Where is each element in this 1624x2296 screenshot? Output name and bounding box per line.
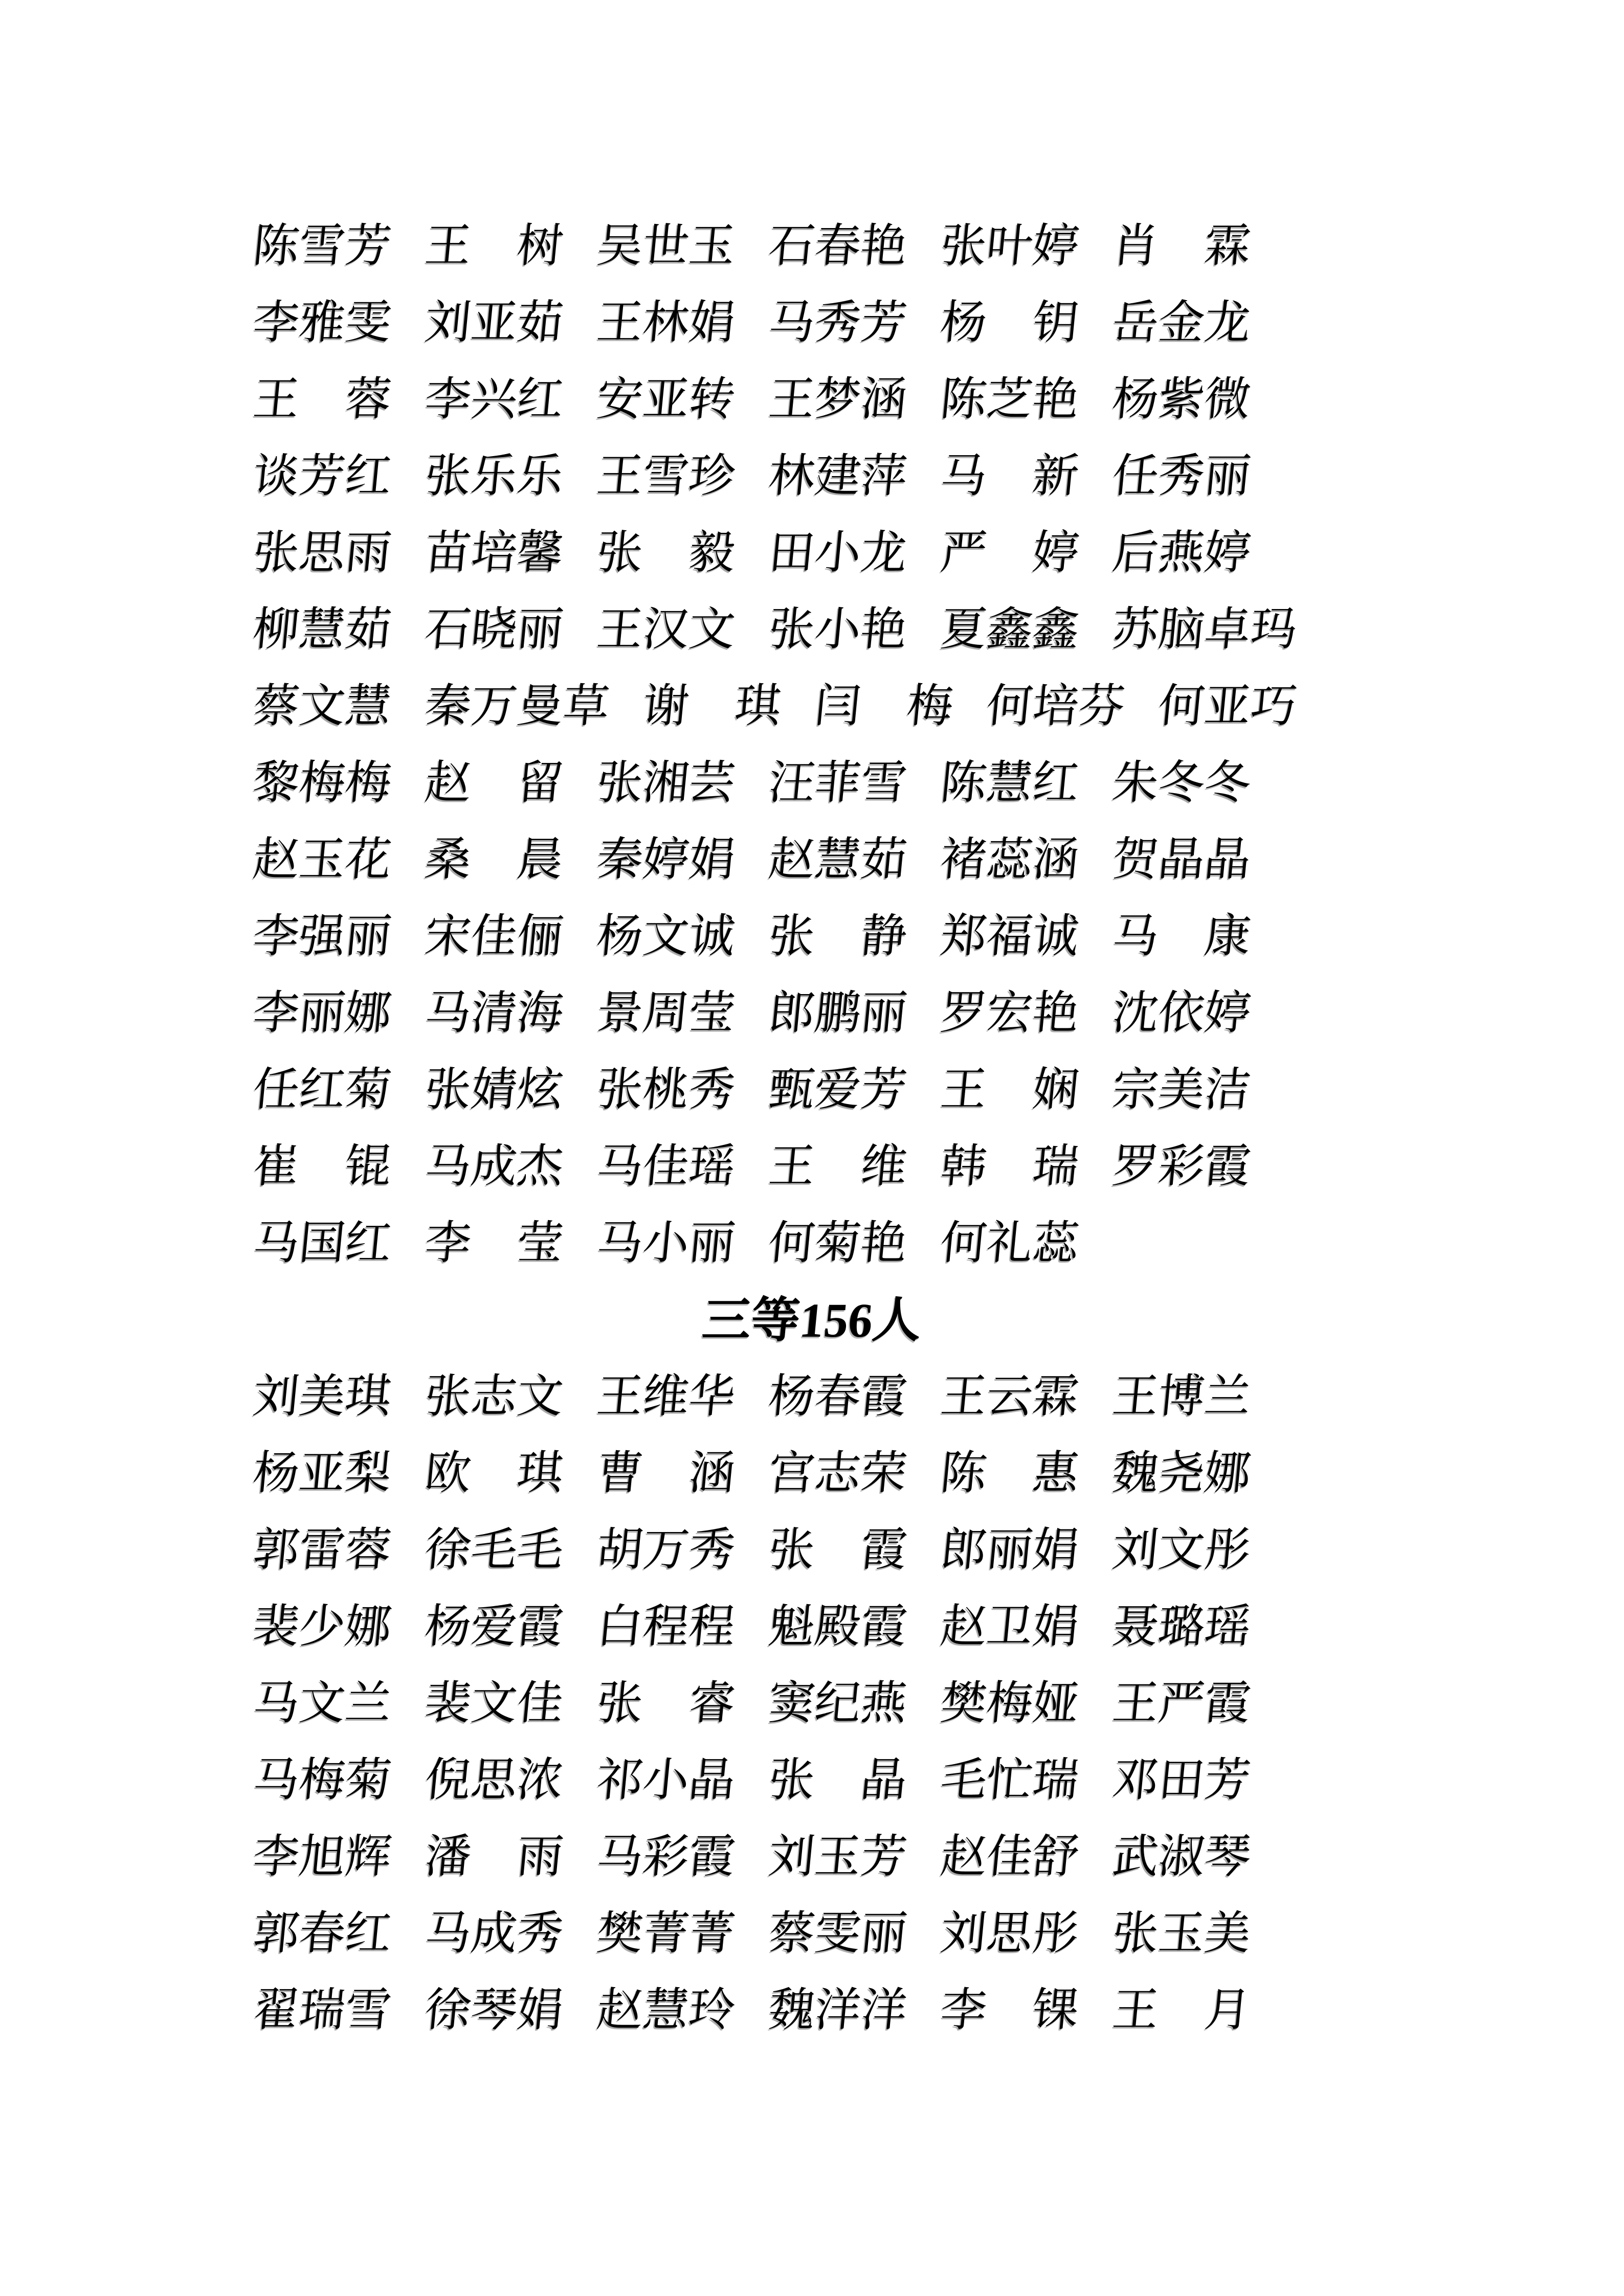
person-name: 张志文 xyxy=(422,1371,566,1422)
person-name: 李丽娜 xyxy=(251,988,394,1039)
person-name: 甄爱芳 xyxy=(766,1065,909,1115)
person-name: 马彩霞 xyxy=(594,1832,738,1882)
person-name: 任红菊 xyxy=(251,1065,394,1115)
name-row xyxy=(253,285,1371,362)
person-name: 陈 惠 xyxy=(938,1448,1081,1499)
person-name: 李旭辉 xyxy=(251,1832,394,1882)
person-name: 徐毛毛 xyxy=(422,1525,566,1575)
person-name: 张婧炫 xyxy=(422,1065,566,1115)
person-name: 王林娟 xyxy=(594,298,738,348)
person-name: 石春艳 xyxy=(766,221,909,272)
person-name: 蔡雯丽 xyxy=(766,1908,909,1959)
person-name: 罗宏艳 xyxy=(938,988,1081,1039)
person-name: 杨 钥 xyxy=(938,298,1081,348)
person-name: 马国红 xyxy=(251,1218,394,1269)
person-name: 白程程 xyxy=(594,1602,738,1652)
person-name: 杨爱霞 xyxy=(422,1602,566,1652)
person-name: 杨春霞 xyxy=(766,1371,909,1422)
person-name: 张 霞 xyxy=(766,1525,909,1575)
person-name: 马 新 xyxy=(938,451,1081,502)
name-row xyxy=(253,515,1371,592)
person-name: 裴文佳 xyxy=(422,1678,566,1729)
person-name: 何亚巧 xyxy=(1156,681,1299,732)
person-name: 毛忙瑞 xyxy=(938,1755,1081,1806)
person-name: 宗美洁 xyxy=(1110,1065,1253,1115)
name-row xyxy=(253,822,1371,898)
person-name: 赵卫娟 xyxy=(938,1602,1081,1652)
name-row xyxy=(253,438,1371,515)
person-name: 秦婷娟 xyxy=(594,835,738,885)
person-name: 王 树 xyxy=(422,221,566,272)
person-name: 蔡文慧 xyxy=(251,681,394,732)
person-name: 王 月 xyxy=(1110,1985,1253,2036)
person-name: 朱冬冬 xyxy=(1110,758,1253,808)
person-name: 石晓丽 xyxy=(422,604,566,655)
person-name: 郭春红 xyxy=(251,1908,394,1959)
person-name: 马成秀 xyxy=(422,1908,566,1959)
person-name: 张桃秀 xyxy=(594,1065,738,1115)
person-name: 马小丽 xyxy=(594,1218,738,1269)
person-name: 夏鑫鑫 xyxy=(938,604,1081,655)
person-name: 杨文诚 xyxy=(594,911,738,962)
person-name: 张 静 xyxy=(766,911,909,962)
name-row xyxy=(253,1665,1371,1742)
person-name: 宋佳俪 xyxy=(422,911,566,962)
name-row xyxy=(253,1742,1371,1819)
person-name: 林建萍 xyxy=(766,451,909,502)
person-name: 刘思彤 xyxy=(938,1908,1081,1959)
person-name: 安亚转 xyxy=(594,374,738,425)
person-name: 李 锞 xyxy=(938,1985,1081,2036)
person-name: 杨紫微 xyxy=(1110,374,1253,425)
person-name: 赵慧茹 xyxy=(766,835,909,885)
person-name: 裴少娜 xyxy=(251,1602,394,1652)
person-name: 王汉文 xyxy=(594,604,738,655)
name-row xyxy=(253,668,1371,745)
person-name: 马梅菊 xyxy=(251,1755,394,1806)
person-name: 郭雷蓉 xyxy=(251,1525,394,1575)
person-name: 桑 晨 xyxy=(422,835,566,885)
name-row xyxy=(253,1359,1371,1435)
person-name: 肖 霖 xyxy=(1110,221,1253,272)
person-name: 贺晶晶 xyxy=(1110,835,1253,885)
person-name: 苏脑卓玛 xyxy=(1110,604,1299,655)
person-name: 魁殿霞 xyxy=(766,1602,909,1652)
person-name: 田小龙 xyxy=(766,528,909,578)
person-name: 谈芳红 xyxy=(251,451,394,502)
person-name: 王 维 xyxy=(766,1141,909,1192)
person-name: 张 晶 xyxy=(766,1755,909,1806)
name-row xyxy=(253,1896,1371,1972)
person-name: 景周莹 xyxy=(594,988,738,1039)
person-name: 王 娴 xyxy=(938,1065,1081,1115)
person-name: 樊梅娅 xyxy=(938,1678,1081,1729)
name-row xyxy=(253,1819,1371,1896)
person-name: 何培芬 xyxy=(984,681,1127,732)
name-row xyxy=(253,898,1371,975)
name-row xyxy=(253,745,1371,822)
person-name: 张湘芸 xyxy=(594,758,738,808)
person-name: 马成杰 xyxy=(422,1141,566,1192)
person-name: 王博兰 xyxy=(1110,1371,1253,1422)
person-name: 马文兰 xyxy=(251,1678,394,1729)
person-name: 李强丽 xyxy=(251,911,394,962)
section-heading: 三等156人 xyxy=(700,1293,924,1347)
person-name: 柳慧茹 xyxy=(251,604,394,655)
person-name: 崔 锟 xyxy=(251,1141,394,1192)
person-name: 李 莹 xyxy=(422,1218,566,1269)
person-name: 王严霞 xyxy=(1110,1678,1253,1729)
person-name: 黎梅梅 xyxy=(251,758,394,808)
person-name: 马秀芳 xyxy=(766,298,909,348)
person-name: 罗彩霞 xyxy=(1110,1141,1253,1192)
person-name: 赵慧玲 xyxy=(594,1985,738,2036)
person-name: 韩 瑞 xyxy=(938,1141,1081,1192)
person-name: 李雅雯 xyxy=(251,298,394,348)
person-name: 赵玉花 xyxy=(251,835,394,885)
name-list xyxy=(253,208,1371,2049)
person-name: 闫 梅 xyxy=(812,681,955,732)
person-name: 张小艳 xyxy=(766,604,909,655)
person-name: 倪思浓 xyxy=(422,1755,566,1806)
person-name: 刘文彤 xyxy=(1110,1525,1253,1575)
person-name: 郎丽娟 xyxy=(938,1525,1081,1575)
person-name: 马 康 xyxy=(1110,911,1253,962)
person-name: 刘玉芳 xyxy=(766,1832,909,1882)
person-name: 张 睿 xyxy=(594,1678,738,1729)
person-name: 谢 琪 xyxy=(640,681,784,732)
person-name: 胡万秀 xyxy=(594,1525,738,1575)
name-row xyxy=(253,1205,1371,1282)
person-name: 魏洋洋 xyxy=(766,1985,909,2036)
name-row xyxy=(253,1052,1371,1129)
person-name: 陈雪芳 xyxy=(251,221,394,272)
person-name: 刘美琪 xyxy=(251,1371,394,1422)
person-name: 张 毅 xyxy=(594,528,738,578)
person-name: 张乐乐 xyxy=(422,451,566,502)
person-name: 郑福诚 xyxy=(938,911,1081,962)
person-name: 严 婷 xyxy=(938,528,1081,578)
person-name: 赵佳舒 xyxy=(938,1832,1081,1882)
person-name: 翟瑞雪 xyxy=(251,1985,394,2036)
person-name: 欧 琪 xyxy=(422,1448,566,1499)
person-name: 张叶婷 xyxy=(938,221,1081,272)
person-name: 马清海 xyxy=(422,988,566,1039)
person-name: 王云霖 xyxy=(938,1371,1081,1422)
person-name: 张玉美 xyxy=(1110,1908,1253,1959)
name-row xyxy=(253,1129,1371,1205)
person-name: 王梦涵 xyxy=(766,374,909,425)
person-name: 吴世玉 xyxy=(594,221,738,272)
person-name: 陈芝艳 xyxy=(938,374,1081,425)
name-row xyxy=(253,208,1371,285)
person-name: 赵 留 xyxy=(422,758,566,808)
person-name: 曹 涵 xyxy=(594,1448,738,1499)
person-name: 徐琴娟 xyxy=(422,1985,566,2036)
person-name: 任秀丽 xyxy=(1110,451,1253,502)
person-name: 王 蓉 xyxy=(251,374,394,425)
person-name: 沈依婷 xyxy=(1110,988,1253,1039)
person-name: 苗培馨 xyxy=(422,528,566,578)
name-row xyxy=(253,975,1371,1052)
person-name: 祁小晶 xyxy=(594,1755,738,1806)
person-name: 樊菁菁 xyxy=(594,1908,738,1959)
person-name: 聂璐瑶 xyxy=(1110,1602,1253,1652)
person-name: 潘 雨 xyxy=(422,1832,566,1882)
person-name: 马佳瑶 xyxy=(594,1141,738,1192)
person-name: 邓田芳 xyxy=(1110,1755,1253,1806)
name-row xyxy=(253,362,1371,438)
person-name: 何菊艳 xyxy=(766,1218,909,1269)
person-name: 刘亚茹 xyxy=(422,298,566,348)
person-name: 杨亚梨 xyxy=(251,1448,394,1499)
person-name: 郎鹏丽 xyxy=(766,988,909,1039)
person-name: 秦万曼草 xyxy=(422,681,612,732)
person-name: 汪菲雪 xyxy=(766,758,909,808)
name-row xyxy=(253,1589,1371,1665)
person-name: 李兴红 xyxy=(422,374,566,425)
person-name: 张思雨 xyxy=(251,528,394,578)
person-name: 魏尧娜 xyxy=(1110,1448,1253,1499)
person-name: 宫志荣 xyxy=(766,1448,909,1499)
name-row xyxy=(253,1972,1371,2049)
person-name: 武淑琴 xyxy=(1110,1832,1253,1882)
person-name: 褚蕊涵 xyxy=(938,835,1081,885)
name-row xyxy=(253,1435,1371,1512)
person-name: 窦纪燕 xyxy=(766,1678,909,1729)
name-row xyxy=(253,1512,1371,1589)
person-name: 王维华 xyxy=(594,1371,738,1422)
person-name: 何礼蕊 xyxy=(938,1218,1081,1269)
name-row xyxy=(253,592,1371,668)
person-name: 陈慧红 xyxy=(938,758,1081,808)
person-name: 后燕婷 xyxy=(1110,528,1253,578)
person-name: 王雪珍 xyxy=(594,451,738,502)
person-name: 岳金龙 xyxy=(1110,298,1253,348)
